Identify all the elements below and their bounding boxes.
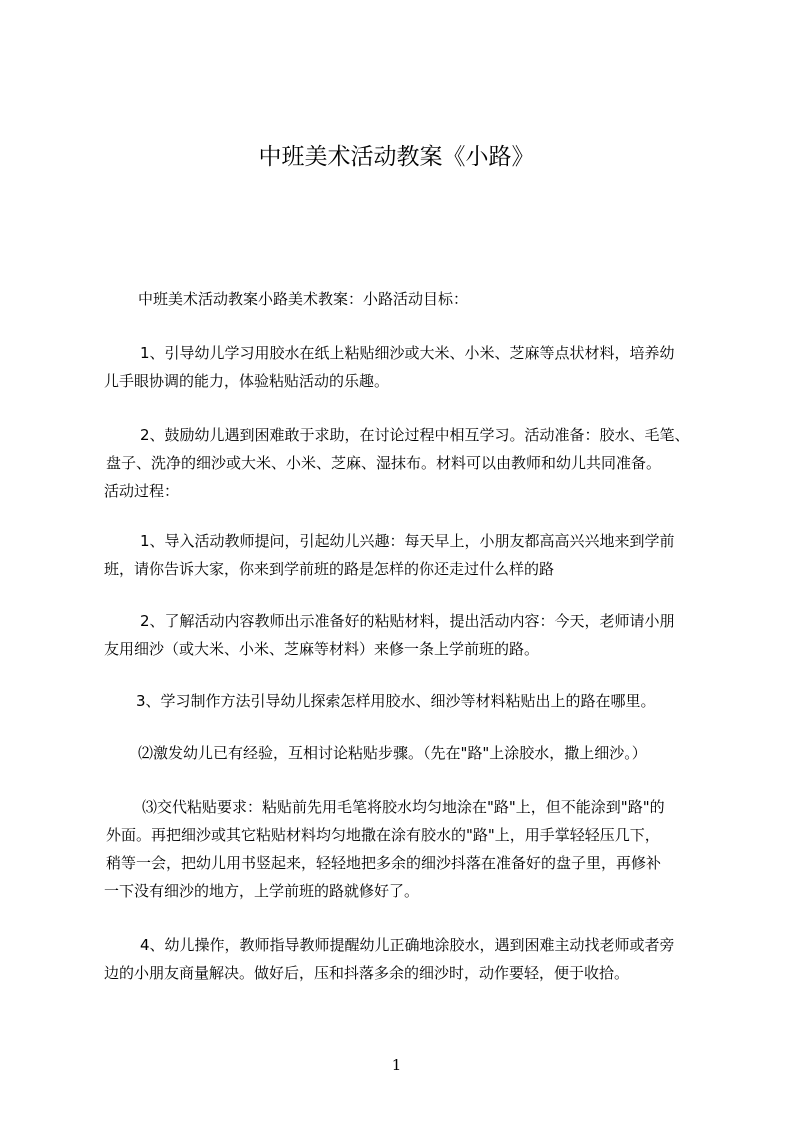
step-2-line-1: 2、了解活动内容教师出示准备好的粘贴材料，提出活动内容：今天，老师请小朋 bbox=[140, 612, 675, 630]
page-number: 1 bbox=[391, 1056, 402, 1074]
goal-2-line-2: 盘子、洗净的细沙或大米、小米、芝麻、湿抹布。材料可以由教师和幼儿共同准备。 bbox=[106, 454, 662, 472]
step-4-line-2: 边的小朋友商量解决。做好后，压和抖落多余的细沙时，动作要轻，便于收拾。 bbox=[104, 964, 630, 982]
process-heading: 活动过程： bbox=[104, 482, 180, 500]
goal-1-line-1: 1、引导幼儿学习用胶水在纸上粘贴细沙或大米、小米、芝麻等点状材料，培养幼 bbox=[140, 344, 675, 362]
step-4-line-1: 4、幼儿操作，教师指导教师提醒幼儿正确地涂胶水，遇到困难主动找老师或者旁 bbox=[140, 936, 675, 954]
step-3-sub-3-line-2: 外面。再把细沙或其它粘贴材料均匀地撒在涂有胶水的"路"上，用手掌轻轻压几下， bbox=[106, 826, 660, 844]
step-3-line: 3、学习制作方法引导幼儿探索怎样用胶水、细沙等材料粘贴出上的路在哪里。 bbox=[136, 692, 656, 710]
step-3-sub-3-line-4: 一下没有细沙的地方，上学前班的路就修好了。 bbox=[104, 882, 420, 900]
goal-2-line-1: 2、鼓励幼儿遇到困难敢于求助，在讨论过程中相互学习。活动准备：胶水、毛笔、 bbox=[140, 426, 690, 444]
step-3-sub-3-line-1: ⑶交代粘贴要求：粘贴前先用毛笔将胶水均匀地涂在"路"上，但不能涂到"路"的 bbox=[142, 798, 665, 816]
goal-1-line-2: 儿手眼协调的能力，体验粘贴活动的乐趣。 bbox=[104, 372, 390, 390]
document-title: 中班美术活动教案《小路》 bbox=[258, 144, 535, 170]
step-3-sub-3-line-3: 稍等一会，把幼儿用书竖起来，轻轻地把多余的细沙抖落在准备好的盘子里，再修补 bbox=[106, 854, 662, 872]
step-1-line-2: 班，请你告诉大家，你来到学前班的路是怎样的你还走过什么样的路 bbox=[104, 560, 555, 578]
step-2-line-2: 友用细沙（或大米、小米、芝麻等材料）来修一条上学前班的路。 bbox=[104, 640, 540, 658]
step-1-line-1: 1、导入活动教师提问，引起幼儿兴趣：每天早上，小朋友都高高兴兴地来到学前 bbox=[140, 532, 675, 550]
intro-line: 中班美术活动教案小路美术教案：小路活动目标： bbox=[138, 290, 469, 308]
step-3-sub-2-line: ⑵激发幼儿已有经验，互相讨论粘贴步骤。（先在"路"上涂胶水，撒上细沙。） bbox=[138, 744, 647, 762]
